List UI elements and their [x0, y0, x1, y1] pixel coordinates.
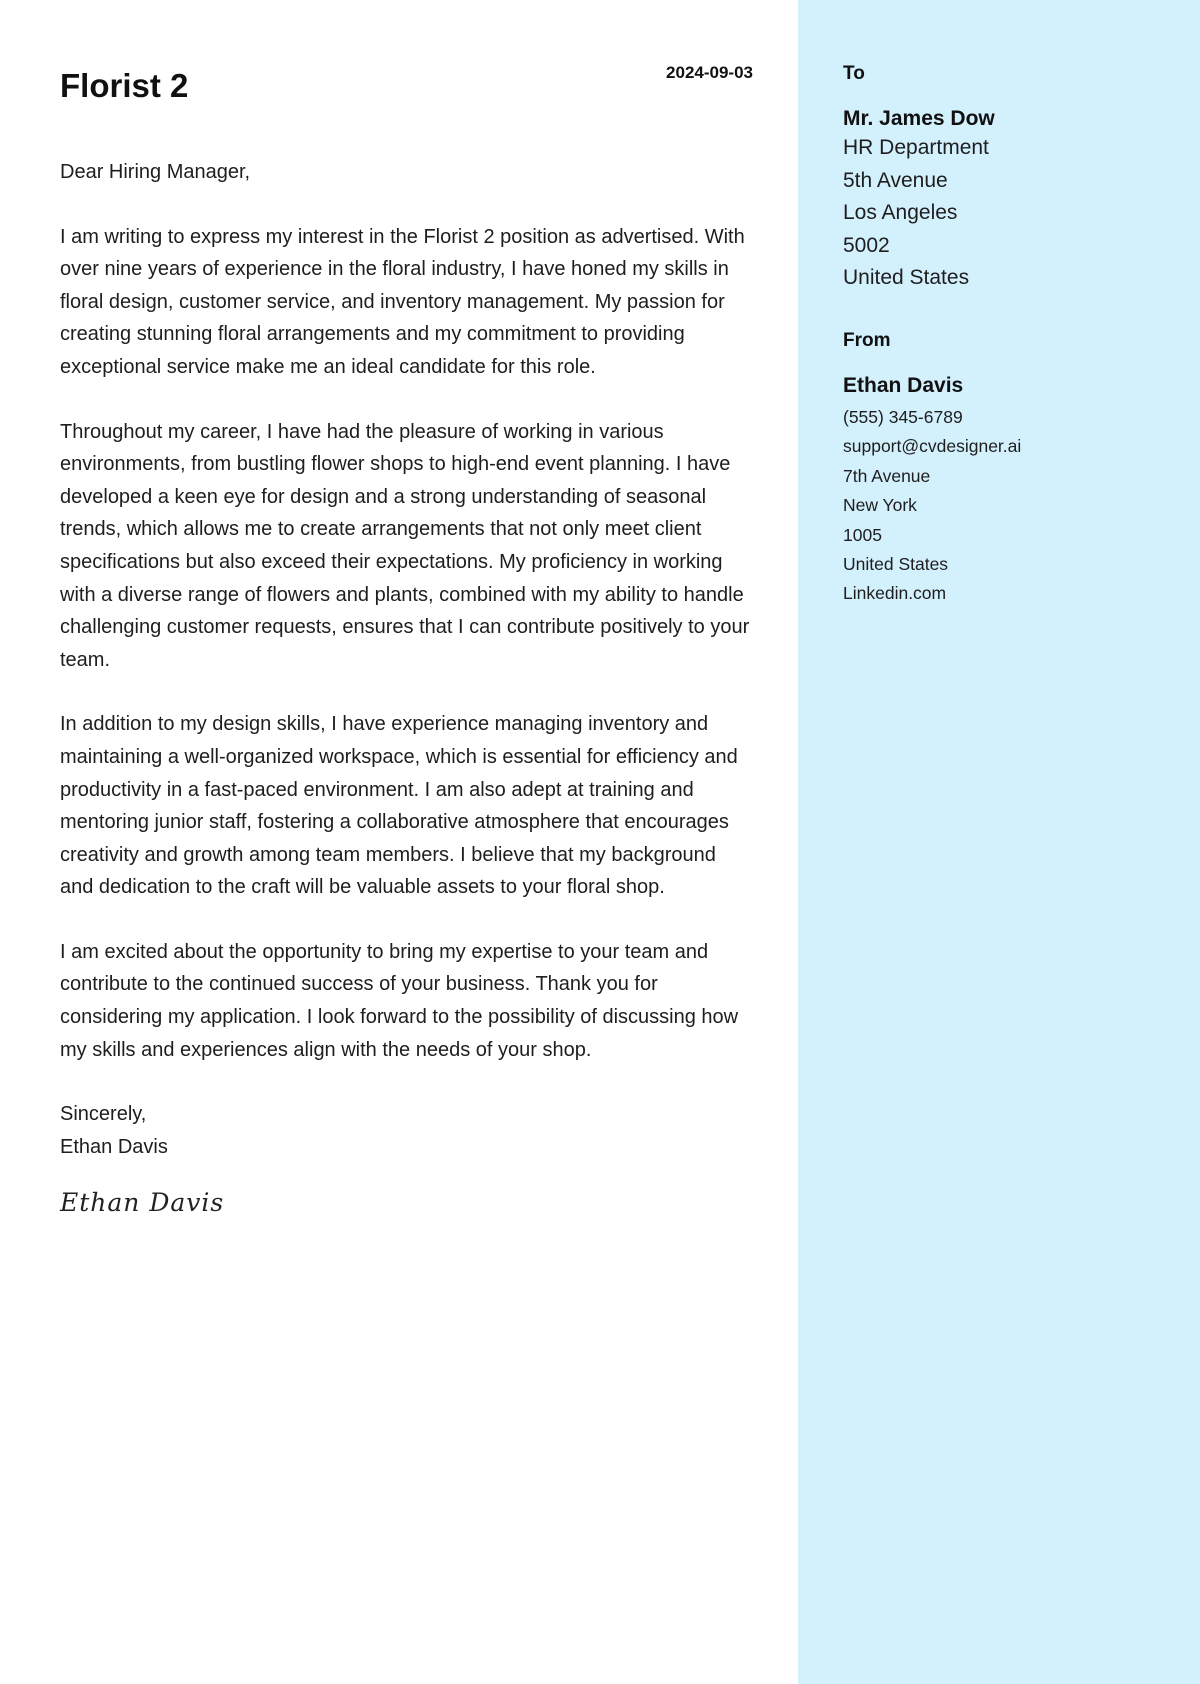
sender-country: United States [843, 554, 949, 574]
sender-email: support@cvdesigner.ai [843, 436, 1022, 457]
recipient-block [843, 62, 1183, 295]
body-paragraph-2: Throughout my career, I have had the pleasure of working in various environments, from bustling flower shops to high-end event planning. I have developed a keen eye for design and a strong understanding of seasonal trends, which allows me to create arrangements that not only meet client specifications but also exceed their expectations. My proficiency in working with a diverse range of flowers and plants, combined with my ability to handle challenging customer requests, ensures that I can contribute positively to your team. [60, 420, 750, 671]
sender-street: 7th Avenue [843, 465, 931, 486]
sender-website: Linkedin.com [843, 583, 947, 604]
recipient-city: Los Angeles [843, 201, 958, 225]
contact-sidebar [798, 0, 1200, 1684]
closing-phrase: Sincerely, [60, 1103, 147, 1126]
salutation: Dear Hiring Manager, [60, 161, 251, 183]
recipient-street: 5th Avenue [843, 168, 948, 192]
closing-name: Ethan Davis [60, 1135, 168, 1158]
closing-block [60, 1098, 753, 1163]
recipient-postal-code: 5002 [843, 233, 890, 257]
sender-postal-code: 1005 [843, 524, 882, 545]
recipient-country: United States [843, 266, 970, 290]
sender-phone: (555) 345-6789 [843, 406, 963, 427]
letter-date: 2024-09-03 [666, 63, 753, 82]
sender-block [843, 329, 1183, 609]
handwritten-signature: Ethan Davis [60, 1188, 225, 1218]
body-paragraph-4: I am excited about the opportunity to bring my expertise to your team and contribute to the continued success of your business. Thank you for considering my application. I look forward to the possibility of discussing how my skills and experiences align with the needs of your shop. [60, 940, 739, 1061]
recipient-department: HR Department [843, 136, 989, 159]
sender-name: Ethan Davis [843, 373, 964, 397]
body-paragraph-1: I am writing to express my interest in the Florist 2 position as advertised. With over nine years of experience in the floral industry, I have honed my skills in floral design, customer service, and inventory management. My passion for creating stunning floral arrangements and my commitment to providing exceptional service make me an ideal candidate for this role. [60, 225, 745, 378]
recipient-name: Mr. James Dow [843, 107, 995, 130]
body-paragraph-3: In addition to my design skills, I have experience managing inventory and maintaining a well-organized workspace, which is essential for efficiency and productivity in a fast-paced environment. I am also adept at training and mentoring junior staff, fostering a collaborative atmosphere that encourages creativity and growth among team members. I believe that my background and dedication to the craft will be valuable assets to your floral shop. [60, 713, 738, 899]
sender-label: From [843, 329, 891, 351]
letter-title: Florist 2 [60, 67, 189, 104]
sender-city: New York [843, 495, 917, 516]
letter-body [60, 156, 753, 1220]
recipient-label: To [843, 63, 865, 84]
contact-details [843, 62, 1183, 609]
